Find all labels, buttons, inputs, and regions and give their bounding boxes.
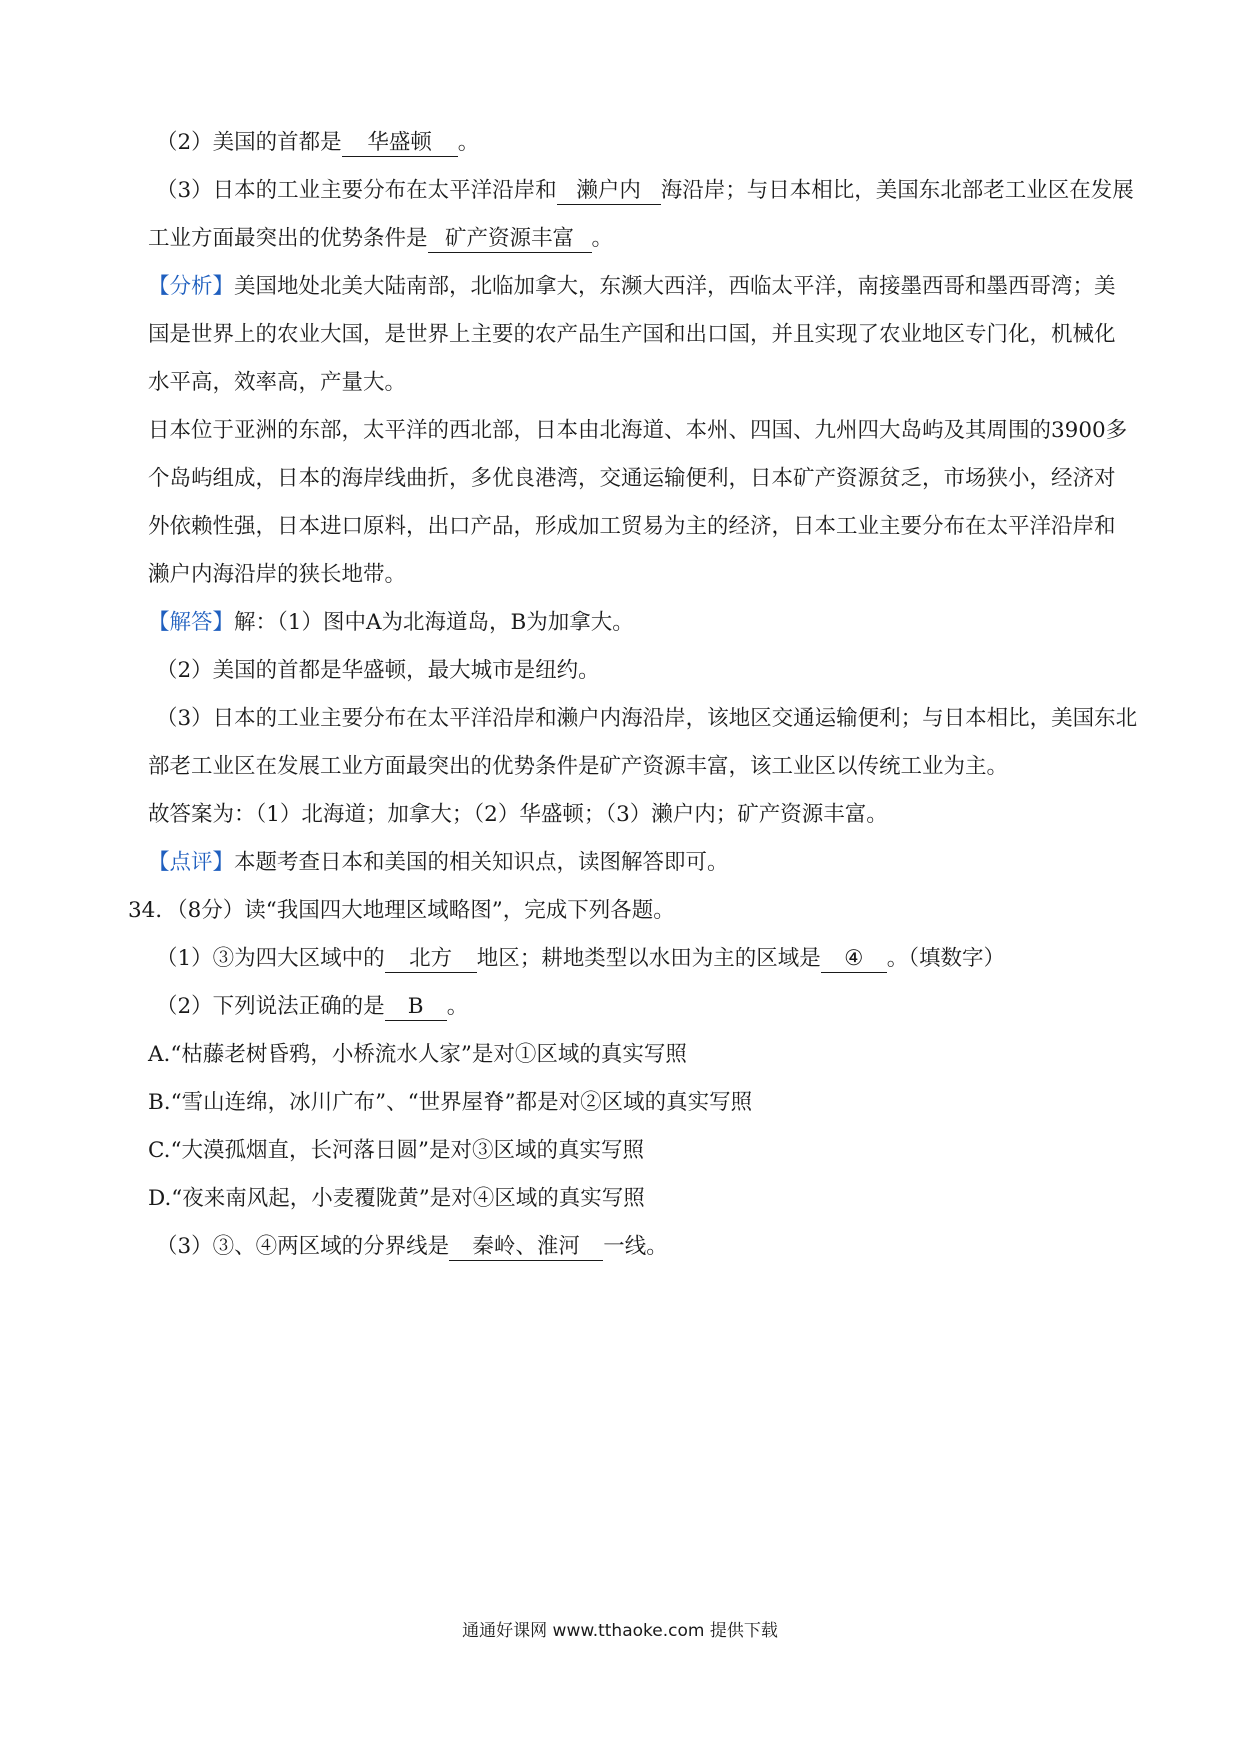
- solution-tag: 【解答】: [148, 610, 235, 635]
- q33-part3-text3: 工业方面最突出的优势条件是: [148, 226, 428, 251]
- q34-part1-answer1: 北方: [385, 946, 477, 973]
- q34-part1-end: 。（填数字）: [886, 946, 1005, 971]
- solution-line5: 故答案为：（1）北海道；加拿大；（2）华盛顿；（3）濑户内；矿产资源丰富。: [148, 802, 888, 827]
- solution-line1: [148, 608, 1138, 638]
- q33-part3-line1: [156, 176, 1146, 206]
- q34-part3: [156, 1232, 1146, 1262]
- q34-part3-answer: 秦岭、淮河: [449, 1234, 603, 1261]
- analysis-line1: [148, 272, 1138, 302]
- comment-line: [148, 848, 1138, 878]
- q33-part2-answer: 华盛顿: [342, 130, 458, 157]
- q34-option-d: D.“夜来南风起，小麦覆陇黄”是对④区域的真实写照: [148, 1186, 645, 1211]
- q33-part3-answer1: 濑户内: [557, 178, 661, 205]
- analysis-text: 美国地处北美大陆南部，北临加拿大，东濒大西洋，西临太平洋，南接墨西哥和墨西哥湾；美: [234, 274, 1116, 299]
- q33-part3-text2: 海沿岸；与日本相比，美国东北部老工业区在发展: [660, 178, 1134, 203]
- q33-part3-answer2: 矿产资源丰富: [428, 226, 592, 253]
- q33-part2: [156, 128, 1146, 158]
- q33-part3-text: （3）日本的工业主要分布在太平洋沿岸和: [156, 178, 557, 203]
- comment-tag: 【点评】: [148, 850, 235, 875]
- q34-part1-text2: 地区；耕地类型以水田为主的区域是: [476, 946, 821, 971]
- q33-part2-text: （2）美国的首都是: [156, 130, 342, 155]
- solution-line2: （2）美国的首都是华盛顿，最大城市是纽约。: [156, 658, 600, 683]
- q34-part3-text: （3）③、④两区域的分界线是: [156, 1234, 450, 1259]
- q34-option-a: A.“枯藤老树昏鸦，小桥流水人家”是对①区域的真实写照: [148, 1042, 687, 1067]
- q34-part2-end: 。: [446, 994, 469, 1019]
- q34-option-b: B.“雪山连绵，冰川广布”、“世界屋脊”都是对②区域的真实写照: [148, 1090, 753, 1115]
- analysis-tag: 【分析】: [148, 274, 235, 299]
- q34-part1-text: （1）③为四大区域中的: [156, 946, 385, 971]
- analysis-line5: 个岛屿组成，日本的海岸线曲折，多优良港湾，交通运输便利，日本矿产资源贫乏，市场狭小，经济对: [148, 466, 1116, 491]
- analysis-line3: 水平高，效率高，产量大。: [148, 370, 407, 395]
- q33-part3-line2: [148, 224, 1138, 254]
- solution-line3: （3）日本的工业主要分布在太平洋沿岸和濑户内海沿岸，该地区交通运输便利；与日本相比，美国东北: [156, 706, 1138, 731]
- q34-title: 34．（8分）读“我国四大地理区域略图”，完成下列各题。: [128, 898, 675, 923]
- page-footer: 通通好课网 www.tthaoke.com 提供下载: [462, 1621, 778, 1641]
- analysis-line7: 濑户内海沿岸的狭长地带。: [148, 562, 407, 587]
- q34-option-c: C.“大漠孤烟直，长河落日圆”是对③区域的真实写照: [148, 1138, 645, 1163]
- analysis-line2: 国是世界上的农业大国，是世界上主要的农产品生产国和出口国，并且实现了农业地区专门化，机械化: [148, 322, 1116, 347]
- analysis-line4: 日本位于亚洲的东部，太平洋的西北部，日本由北海道、本州、四国、九州四大岛屿及其周围的3900多: [148, 418, 1128, 443]
- comment-text: 本题考查日本和美国的相关知识点，读图解答即可。: [234, 850, 729, 875]
- q33-part3-end: 。: [591, 226, 614, 251]
- q34-part2: [156, 992, 1146, 1022]
- solution-line4: 部老工业区在发展工业方面最突出的优势条件是矿产资源丰富，该工业区以传统工业为主。: [148, 754, 1009, 779]
- q34-part1-answer2: ④: [821, 946, 887, 973]
- solution-text: 解：（1）图中A为北海道岛，B为加拿大。: [234, 610, 634, 635]
- q33-part2-end: 。: [457, 130, 480, 155]
- q34-part3-end: 一线。: [603, 1234, 668, 1259]
- q34-part2-answer: B: [385, 994, 447, 1021]
- q34-part2-text: （2）下列说法正确的是: [156, 994, 385, 1019]
- analysis-line6: 外依赖性强，日本进口原料，出口产品，形成加工贸易为主的经济，日本工业主要分布在太平洋沿岸和: [148, 514, 1116, 539]
- q34-part1: [156, 944, 1146, 974]
